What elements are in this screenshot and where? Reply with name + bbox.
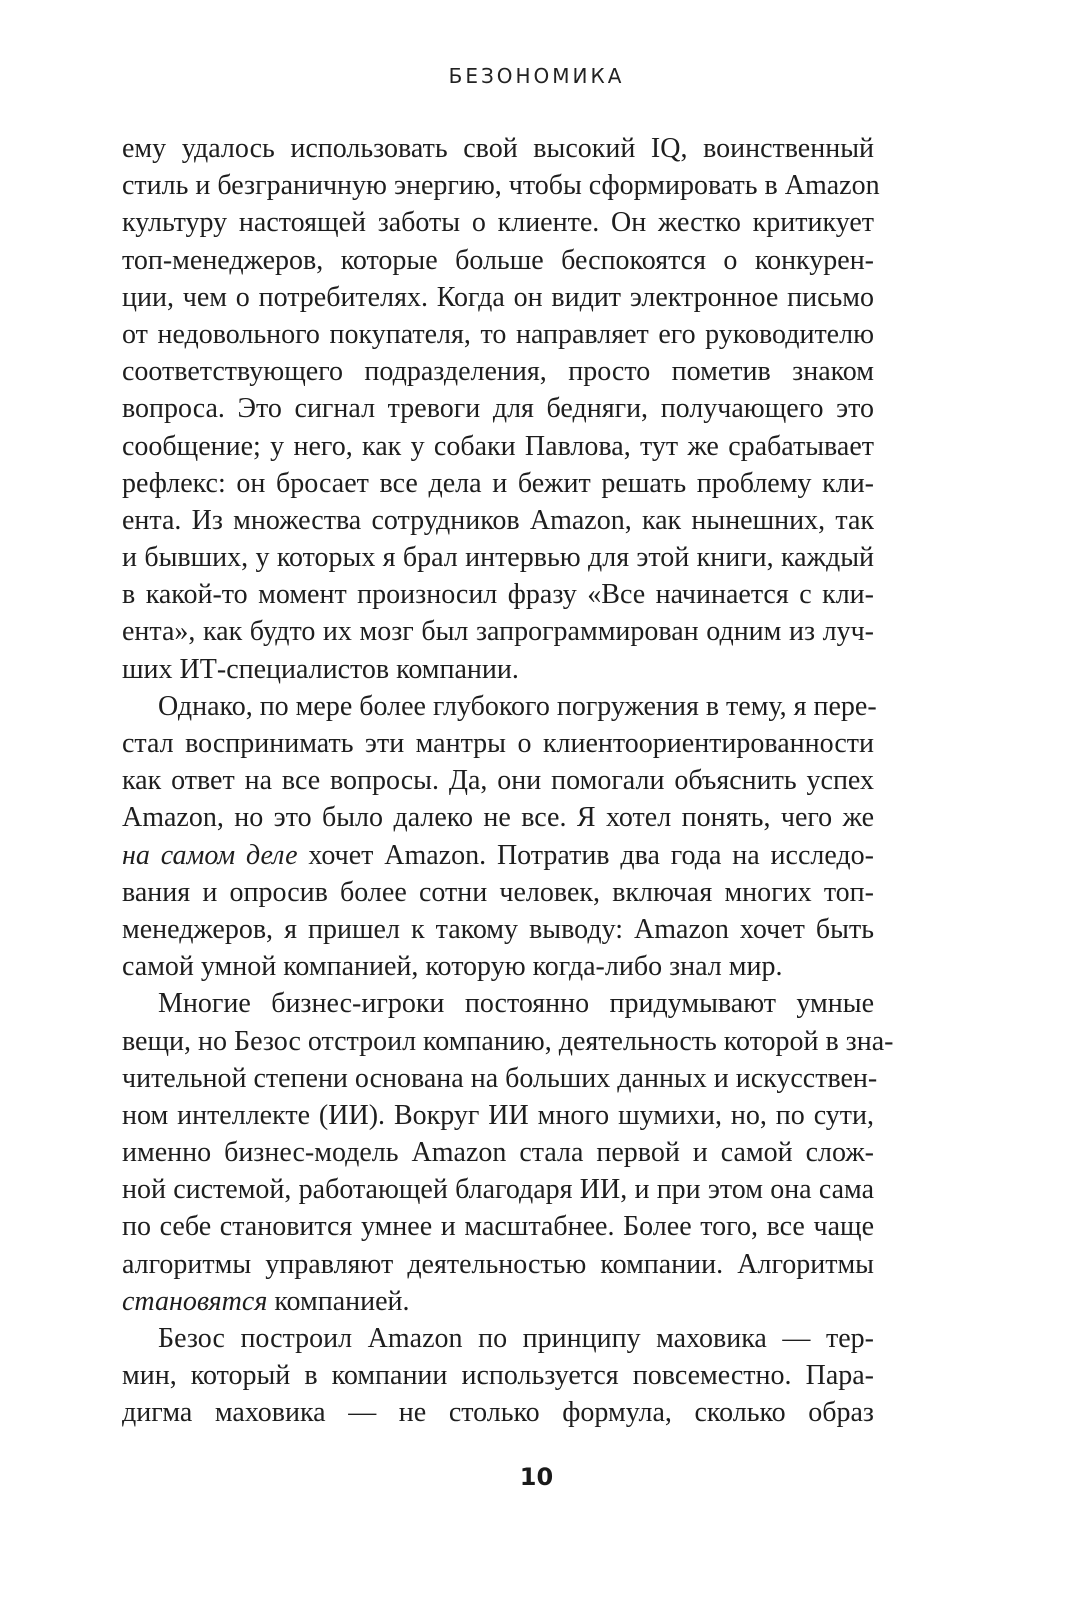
text-line: как ответ на все вопросы. Да, они помогали объяснить успех	[122, 765, 874, 797]
text-line	[122, 1283, 874, 1320]
emphasis-text: становятся	[122, 1285, 268, 1317]
text-line: ших ИТ-специалистов компании.	[122, 653, 519, 685]
text-line: именно бизнес-модель Amazon стала первой и самой слож-	[122, 1137, 874, 1169]
text-line: менеджеров, я пришел к такому выводу: Amazon хочет быть	[122, 913, 874, 945]
running-head: БЕЗОНОМИКА	[448, 64, 625, 88]
text-line: ента. Из множества сотрудников Amazon, как нынешних, так	[122, 504, 874, 536]
text-line: ции, чем о потребителях. Когда он видит электронное письмо	[122, 281, 874, 313]
text-line: и бывших, у которых я брал интервью для этой книги, каждый	[122, 542, 874, 574]
text-line: чительной степени основана на больших данных и искусствен-	[122, 1062, 878, 1094]
text-fragment: хочет Amazon. Потратив два года на исследо-	[297, 839, 874, 871]
text-line: топ-менеджеров, которые больше беспокоятся о конкурен-	[122, 244, 874, 276]
text-line	[122, 837, 874, 874]
text-line: соответствующего подразделения, просто пометив знаком	[122, 356, 874, 388]
text-line: мин, который в компании используется повсеместно. Пара-	[122, 1360, 874, 1392]
text-line: алгоритмы управляют деятельностью компании. Алгоритмы	[122, 1248, 874, 1280]
text-line: стиль и безграничную энергию, чтобы сформировать в Amazon	[122, 170, 880, 202]
paragraph-3	[122, 985, 894, 1320]
text-line: Amazon, но это было далеко не все. Я хотел понять, чего же	[122, 802, 874, 834]
text-line: ном интеллекте (ИИ). Вокруг ИИ много шумихи, но, по сути,	[122, 1099, 874, 1131]
text-line: вания и опросив более сотни человек, включая многих топ-	[122, 876, 874, 908]
text-line: Многие бизнес-игроки постоянно придумывают умные	[158, 988, 874, 1020]
text-line: ента», как будто их мозг был запрограммирован одним из луч-	[122, 616, 874, 648]
text-line: дигма маховика — не столько формула, сколько образ	[122, 1397, 874, 1429]
text-line: ему удалось использовать свой высокий IQ, воинственный	[122, 133, 874, 164]
page-number: 10	[519, 1463, 554, 1491]
text-line: стал воспринимать эти мантры о клиентоориентированности	[122, 728, 874, 759]
text-line: от недовольного покупателя, то направляет его руководителю	[122, 318, 874, 350]
text-line: сообщение; у него, как у собаки Павлова, тут же срабатывает	[122, 430, 874, 462]
text-line: Однако, по мере более глубокого погружения в тему, я пере-	[158, 690, 877, 722]
text-line: ной системой, работающей благодаря ИИ, и при этом она сама	[122, 1174, 874, 1206]
text-line: культуру настоящей заботы о клиенте. Он жестко критикует	[122, 207, 874, 239]
paragraph-2	[122, 688, 877, 986]
text-line: самой умной компанией, которую когда-либо знал мир.	[122, 951, 783, 983]
text-line: по себе становится умнее и масштабнее. Более того, все чаще	[122, 1211, 874, 1243]
emphasis-text: на самом деле	[122, 839, 298, 871]
body-text	[122, 130, 894, 1432]
paragraph-4	[122, 1320, 874, 1432]
text-line: в какой-то момент произносил фразу «Все начинается с кли-	[122, 579, 874, 611]
text-line: вещи, но Безос отстроил компанию, деятельность которой в зна-	[122, 1025, 894, 1057]
paragraph-1	[122, 130, 880, 688]
text-line: Безос построил Amazon по принципу маховика — тер-	[158, 1323, 874, 1354]
text-line: рефлекс: он бросает все дела и бежит решать проблему кли-	[122, 467, 874, 499]
text-fragment: компанией.	[267, 1285, 410, 1317]
text-line: вопроса. Это сигнал тревоги для бедняги, получающего это	[122, 393, 874, 425]
